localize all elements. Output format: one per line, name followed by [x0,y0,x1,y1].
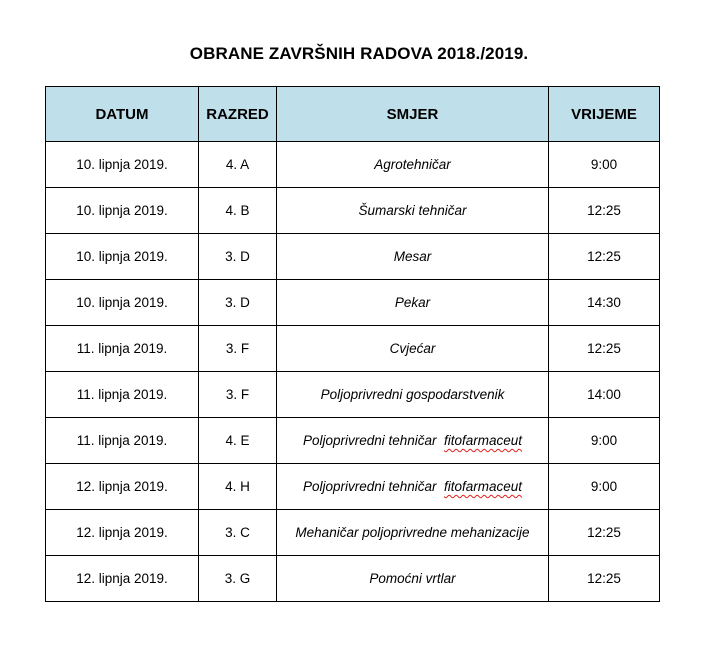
cell-razred: 4. A [199,142,277,188]
cell-smjer [277,372,549,418]
cell-smjer [277,142,549,188]
cell-vrijeme: 12:25 [549,326,660,372]
smjer-text: Mehaničar poljoprivredne mehanizacije [295,525,530,540]
table-row [46,510,660,556]
smjer-text: Agrotehničar [374,157,451,172]
cell-smjer [277,510,549,556]
cell-datum: 11. lipnja 2019. [46,372,199,418]
table-row [46,326,660,372]
cell-datum: 12. lipnja 2019. [46,464,199,510]
cell-smjer [277,418,549,464]
table-row [46,464,660,510]
column-header-razred: RAZRED [199,87,277,142]
smjer-text: Poljoprivredni tehničar [302,479,445,494]
cell-razred: 3. F [199,372,277,418]
cell-datum: 10. lipnja 2019. [46,280,199,326]
cell-smjer [277,188,549,234]
schedule-table [45,86,660,602]
cell-vrijeme: 12:25 [549,234,660,280]
cell-vrijeme: 9:00 [549,142,660,188]
cell-datum: 10. lipnja 2019. [46,188,199,234]
column-header-datum: DATUM [46,87,199,142]
cell-vrijeme: 9:00 [549,418,660,464]
cell-razred: 4. E [199,418,277,464]
cell-datum: 11. lipnja 2019. [46,326,199,372]
cell-razred: 3. F [199,326,277,372]
cell-razred: 3. G [199,556,277,602]
table-body [46,142,660,602]
cell-razred: 3. C [199,510,277,556]
column-header-vrijeme: VRIJEME [549,87,660,142]
cell-razred: 4. H [199,464,277,510]
cell-datum: 11. lipnja 2019. [46,418,199,464]
table-row [46,418,660,464]
cell-vrijeme: 12:25 [549,510,660,556]
column-header-smjer: SMJER [277,87,549,142]
cell-vrijeme: 9:00 [549,464,660,510]
table-row [46,234,660,280]
cell-smjer [277,556,549,602]
cell-datum: 10. lipnja 2019. [46,234,199,280]
smjer-text: Pekar [394,295,431,310]
smjer-text: Šumarski tehničar [358,203,467,218]
cell-vrijeme: 12:25 [549,556,660,602]
cell-smjer [277,234,549,280]
smjer-text: Cvjećar [389,341,436,356]
cell-datum: 12. lipnja 2019. [46,510,199,556]
cell-razred: 4. B [199,188,277,234]
spellcheck-flagged-word: fitofarmaceut [444,479,523,494]
table-row [46,188,660,234]
smjer-text: Poljoprivredni gospodarstvenik [320,387,505,402]
cell-vrijeme: 12:25 [549,188,660,234]
smjer-text: Pomoćni vrtlar [369,571,456,586]
cell-smjer [277,326,549,372]
smjer-text: Poljoprivredni tehničar [302,433,445,448]
cell-datum: 10. lipnja 2019. [46,142,199,188]
table-row [46,556,660,602]
table-row [46,142,660,188]
cell-smjer [277,464,549,510]
document-title: OBRANE ZAVRŠNIH RADOVA 2018./2019. [189,44,529,63]
cell-razred: 3. D [199,280,277,326]
table-row [46,372,660,418]
cell-smjer [277,280,549,326]
table-row [46,280,660,326]
cell-datum: 12. lipnja 2019. [46,556,199,602]
smjer-text: Mesar [393,249,432,264]
cell-razred: 3. D [199,234,277,280]
table-header [46,87,660,142]
cell-vrijeme: 14:30 [549,280,660,326]
header-row [46,87,660,142]
spellcheck-flagged-word: fitofarmaceut [444,433,523,448]
cell-vrijeme: 14:00 [549,372,660,418]
